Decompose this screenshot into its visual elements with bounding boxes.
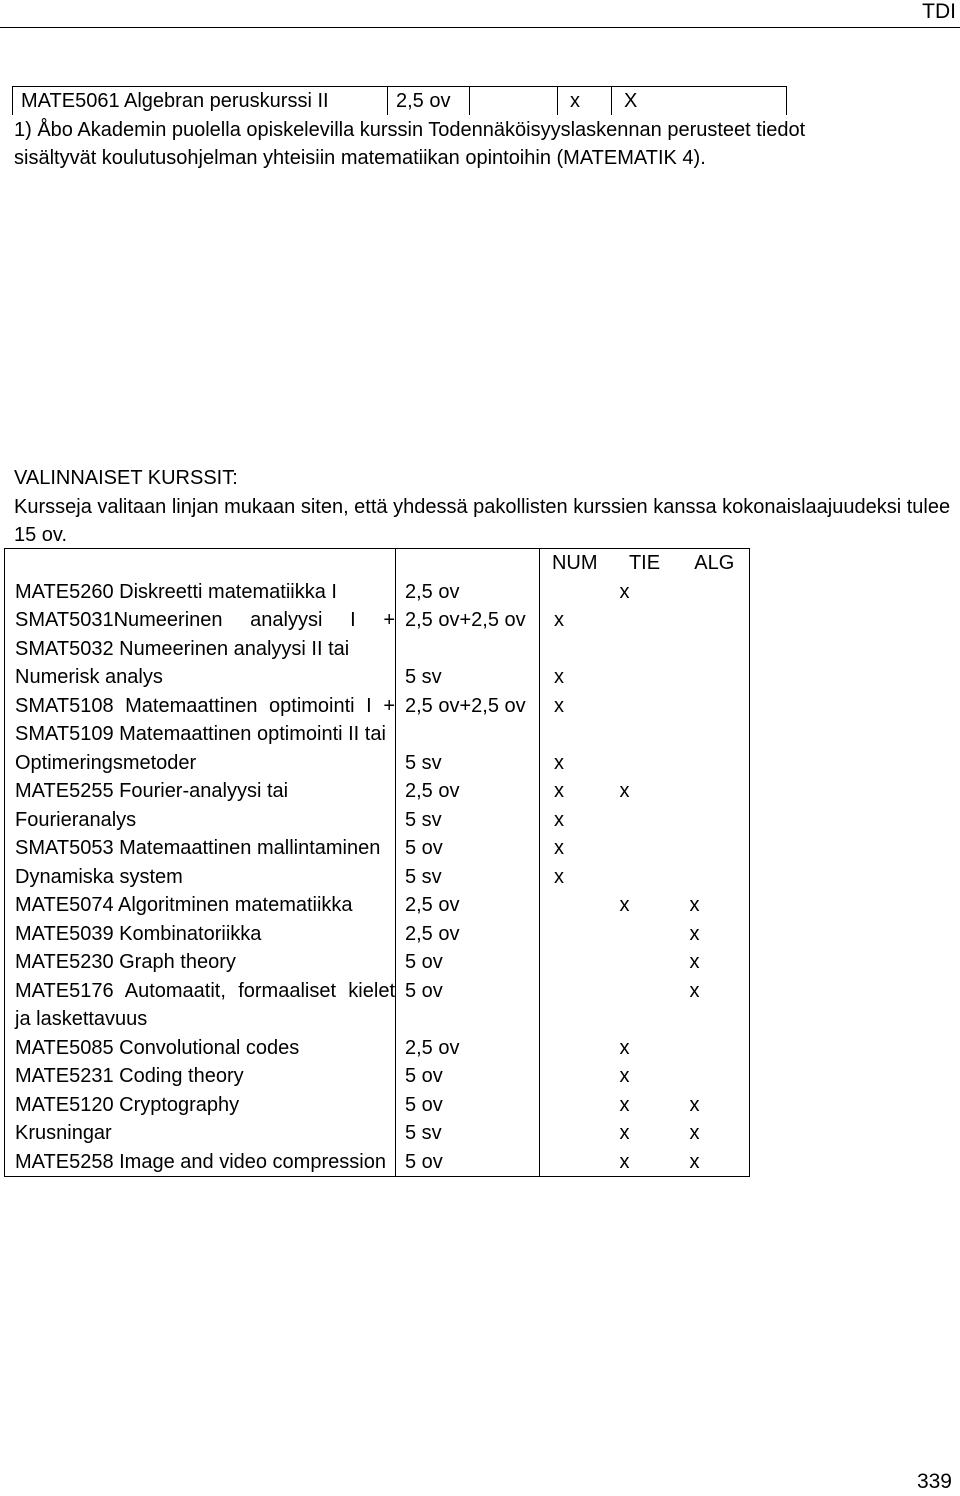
course-name-cell: MATE5260 Diskreetti matematiikka I (5, 578, 396, 607)
tie-cell: x (619, 894, 630, 916)
course-name: MATE5061 Algebran peruskurssi II (12, 87, 387, 115)
alg-cell (680, 806, 750, 835)
num-cell: x (540, 749, 610, 778)
table-row (5, 578, 750, 607)
credits-cell: 5 ov (396, 1062, 540, 1091)
course-name-cell: Numerisk analys (5, 663, 396, 692)
tie-cell (610, 663, 680, 692)
credits-cell: 5 sv (396, 749, 540, 778)
course-name-cell: MATE5255 Fourier-analyysi tai (5, 777, 396, 806)
course-col3 (469, 87, 557, 115)
table-row (5, 749, 750, 778)
table-row (5, 891, 750, 920)
credits-cell: 5 sv (396, 663, 540, 692)
course-credits: 2,5 ov (387, 87, 469, 115)
table-row (5, 663, 750, 692)
table-row (5, 806, 750, 835)
course-name-cell: MATE5176 Automaatit, formaaliset kielet ja laskettavuus (5, 977, 396, 1034)
header-rule (0, 27, 960, 28)
course-name-cell: MATE5085 Convolutional codes (5, 1034, 396, 1063)
tie-cell: x (619, 780, 630, 802)
tie-cell: x (610, 1148, 680, 1177)
alg-cell (680, 663, 750, 692)
tie-cell (610, 606, 680, 663)
tie-cell: x (619, 1036, 630, 1059)
tie-cell (610, 806, 680, 835)
column-header-tie: TIE (610, 549, 680, 578)
alg-cell: x (680, 920, 750, 949)
table-row (5, 606, 750, 663)
course-name-cell: MATE5074 Algoritminen matematiikka (5, 891, 396, 920)
table-row (5, 1119, 750, 1148)
alg-cell (680, 1034, 750, 1063)
course-col5: X (611, 87, 787, 115)
alg-cell (680, 834, 750, 863)
num-cell: x (540, 606, 610, 663)
course-name-cell: MATE5258 Image and video compression (5, 1148, 396, 1177)
num-cell (540, 578, 610, 607)
num-cell (540, 1062, 610, 1091)
num-cell (540, 977, 610, 1034)
credits-cell: 2,5 ov (396, 1034, 540, 1063)
alg-cell (680, 1062, 750, 1091)
tie-cell (610, 692, 680, 749)
table-row (5, 692, 750, 749)
section-description: Kursseja valitaan linjan mukaan siten, että yhdessä pakollisten kurssien kanssa kokonaislaajuudeksi tulee 15 ov. (14, 496, 951, 546)
num-cell: x (540, 806, 610, 835)
course-name-cell: MATE5231 Coding theory (5, 1062, 396, 1091)
table-row (5, 920, 750, 949)
alg-cell (680, 606, 750, 663)
alg-cell: x (680, 1148, 750, 1177)
table-row (5, 1148, 750, 1177)
footnote-line: 1) Åbo Akademin puolella opiskelevilla kurssin Todennäköisyyslaskennan perusteet tiedot (14, 119, 806, 141)
page-number: 339 (916, 1470, 952, 1493)
header-blank (396, 549, 540, 578)
column-header-alg: ALG (680, 549, 750, 578)
section-title: VALINNAISET KURSSIT: (14, 467, 238, 489)
alg-cell: x (680, 977, 750, 1034)
alg-cell (680, 777, 750, 806)
alg-cell (680, 578, 750, 607)
credits-cell: 2,5 ov+2,5 ov (396, 606, 540, 663)
tie-cell (610, 863, 680, 892)
tie-cell: x (619, 580, 630, 603)
num-cell (540, 1034, 610, 1063)
num-cell: x (540, 692, 610, 749)
course-col4: x (557, 87, 611, 115)
table-row (5, 948, 750, 977)
course-name-cell: Fourieranalys (5, 806, 396, 835)
alg-cell (680, 692, 750, 749)
table-row (5, 1091, 750, 1120)
credits-cell: 5 ov (396, 1148, 540, 1177)
tie-cell: x (619, 1093, 630, 1116)
course-name-cell: SMAT5108 Matemaattinen optimointi I + SMAT5109 Matemaattinen optimointi II tai (5, 692, 396, 749)
running-header: TDI (922, 0, 956, 23)
table-row (5, 834, 750, 863)
num-cell: x (540, 777, 610, 806)
course-name-cell: MATE5039 Kombinatoriikka (5, 920, 396, 949)
tie-cell: x (619, 1065, 630, 1087)
credits-cell: 2,5 ov (396, 777, 540, 806)
alg-cell: x (680, 1119, 750, 1148)
credits-cell: 5 ov (396, 834, 540, 863)
alg-cell (680, 863, 750, 892)
table-row (5, 863, 750, 892)
credits-cell: 5 sv (396, 863, 540, 892)
num-cell: x (540, 663, 610, 692)
course-name-cell: MATE5230 Graph theory (5, 948, 396, 977)
footnote-line: sisältyvät koulutusohjelman yhteisiin matematiikan opintoihin (MATEMATIK 4). (14, 147, 706, 169)
credits-cell: 5 sv (396, 1119, 540, 1148)
table-header-row (5, 549, 750, 578)
course-name-cell: Dynamiska system (5, 863, 396, 892)
num-cell (540, 891, 610, 920)
credits-cell: 2,5 ov (396, 578, 540, 607)
tie-cell (610, 834, 680, 863)
alg-cell: x (680, 948, 750, 977)
credits-cell: 2,5 ov (396, 891, 540, 920)
alg-cell (680, 749, 750, 778)
credits-cell: 5 ov (396, 977, 540, 1034)
course-name-cell: Krusningar (5, 1119, 396, 1148)
credits-cell: 5 sv (396, 806, 540, 835)
num-cell (540, 920, 610, 949)
top-course-row (12, 86, 787, 115)
tie-cell (610, 920, 680, 949)
tie-cell (610, 749, 680, 778)
tie-cell (610, 977, 680, 1034)
course-name-cell: Optimeringsmetoder (5, 749, 396, 778)
table-row (5, 777, 750, 806)
num-cell (540, 1119, 610, 1148)
tie-cell (610, 948, 680, 977)
num-cell (540, 1091, 610, 1120)
num-cell: x (540, 834, 610, 863)
table-row (5, 1062, 750, 1091)
num-cell: x (540, 863, 610, 892)
credits-cell: 5 ov (396, 948, 540, 977)
alg-cell: x (680, 1091, 750, 1120)
table-row (5, 977, 750, 1034)
header-blank (5, 549, 396, 578)
alg-cell: x (680, 891, 750, 920)
table-row (5, 1034, 750, 1063)
course-name-cell: MATE5120 Cryptography (5, 1091, 396, 1120)
course-name-cell: SMAT5053 Matemaattinen mallintaminen (5, 834, 396, 863)
elective-courses-table (4, 548, 750, 1177)
column-header-num: NUM (540, 549, 610, 578)
tie-cell: x (619, 1122, 630, 1144)
num-cell (540, 948, 610, 977)
credits-cell: 2,5 ov (396, 920, 540, 949)
course-name-cell: SMAT5031Numeerinen analyysi I + SMAT5032 Numeerinen analyysi II tai (5, 606, 396, 663)
credits-cell: 5 ov (396, 1091, 540, 1120)
num-cell (540, 1148, 610, 1177)
footnote (14, 116, 944, 172)
credits-cell: 2,5 ov+2,5 ov (396, 692, 540, 749)
